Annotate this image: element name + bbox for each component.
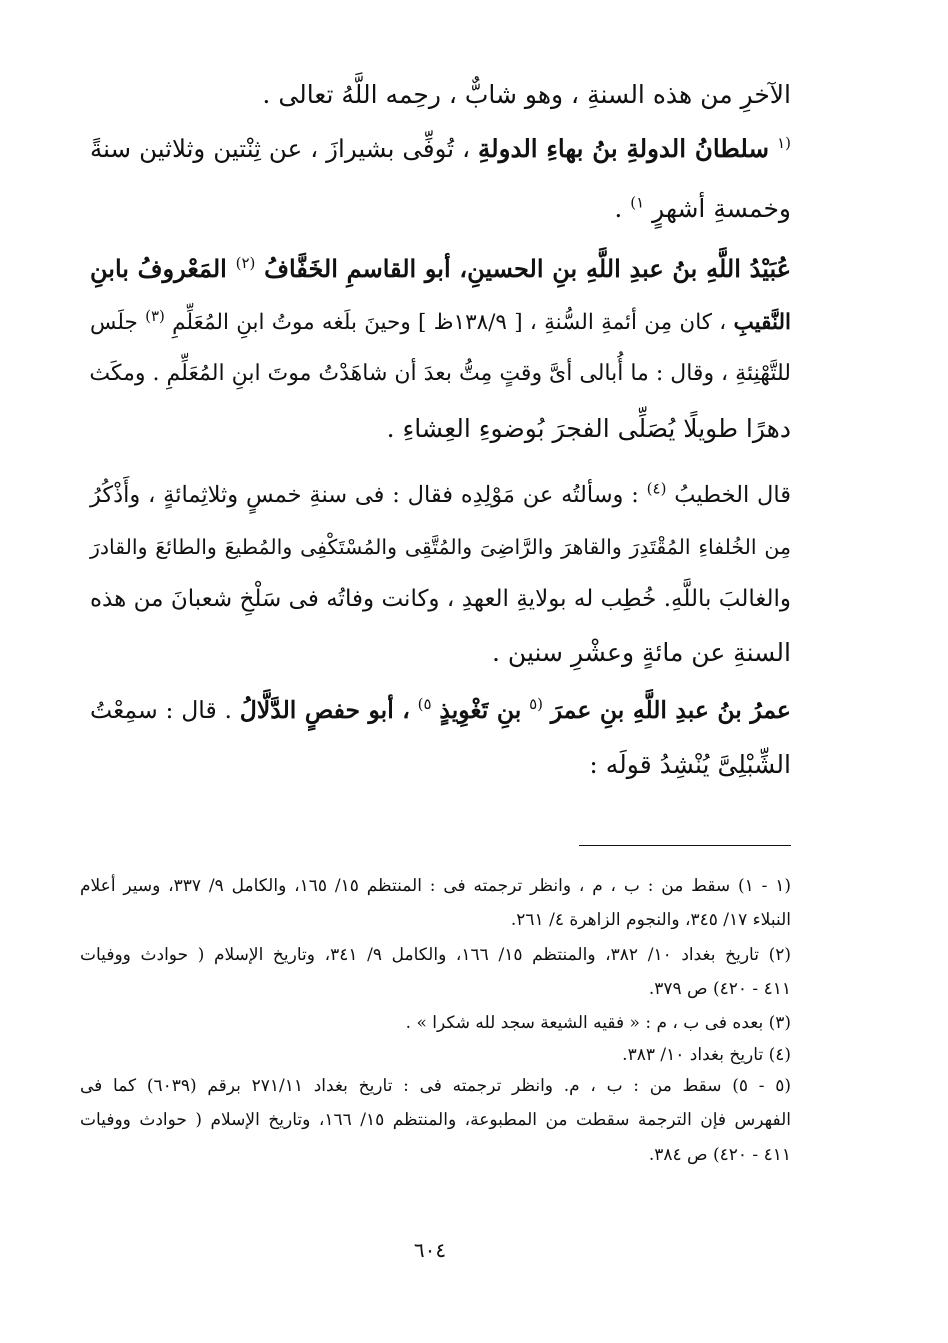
footnote-text: ٤١١ - ٤٢٠) ص ٣٧٩. bbox=[648, 979, 791, 999]
entry-name: عُبَيْدُ اللَّهِ بنُ عبدِ اللَّهِ بنِ الحسينِ، أبو القاسمِ الخَفَّافُ bbox=[264, 254, 792, 283]
entry-name: ، أبو حفصٍ الدَّلَّالُ bbox=[239, 696, 410, 724]
text-line bbox=[90, 306, 791, 340]
text-span: . قال : سمِعْتُ bbox=[90, 696, 232, 724]
footnote-marker: (٤) bbox=[646, 479, 667, 498]
footnote-line bbox=[80, 874, 791, 898]
text-span: وخمسةِ أشهرٍ bbox=[652, 194, 791, 223]
footnote-line bbox=[80, 1011, 791, 1035]
text-span: دهرًا طويلًا يُصَلِّى الفجرَ بُوضوءِ العِشاءِ . bbox=[386, 414, 791, 443]
footnote-text: (٤) تاريخ بغداد ١٠/ ٣٨٣. bbox=[622, 1045, 791, 1065]
text-span: ، تُوفِّى بشيرازَ ، عن ثِنْتين وثلاثين سنةً bbox=[90, 134, 470, 163]
text-line bbox=[90, 748, 791, 782]
text-span: مِن الخُلفاءِ المُقْتَدِرَ والقاهرَ والرَّاضِىَ والمُتَّقِى والمُسْتَكْفِى والمُطيعَ والطائعَ والقادرَ bbox=[90, 535, 791, 559]
text-line bbox=[90, 478, 791, 512]
footnote-marker: ١) bbox=[630, 193, 645, 212]
text-line bbox=[90, 636, 791, 670]
footnote-marker: ٥) bbox=[417, 695, 432, 714]
footnote-text: (٥ - ٥) سقط من : ب ، م. وانظر ترجمته فى : تاريخ بغداد ٢٧١/١١ برقم (٦٠٣٩) كما فى bbox=[80, 1076, 791, 1096]
text-line bbox=[90, 78, 791, 112]
footnote-marker: (٥ bbox=[529, 695, 543, 714]
text-span: الشِّبْلِىَّ يُنْشِدُ قولَه : bbox=[589, 750, 791, 779]
entry-name: سلطانُ الدولةِ بنُ بهاءِ الدولةِ bbox=[478, 134, 770, 163]
footnote-line bbox=[80, 1143, 791, 1167]
footnote-divider bbox=[579, 845, 791, 846]
text-line bbox=[90, 530, 791, 564]
text-span: السنةِ عن مائةٍ وعشْرِ سنين . bbox=[492, 638, 791, 667]
footnote-line bbox=[80, 1043, 791, 1067]
footnote-line bbox=[80, 943, 791, 967]
entry-name: المَعْروفُ بابنِ bbox=[90, 254, 227, 283]
footnote-marker: (٣) bbox=[145, 306, 165, 325]
text-line bbox=[90, 192, 791, 226]
footnote-marker: (٢) bbox=[235, 254, 256, 272]
entry-name: عمرُ بنُ عبدِ اللَّهِ بنِ عمرَ bbox=[550, 696, 791, 724]
text-span: . bbox=[614, 194, 623, 223]
entry-heading-line bbox=[90, 252, 791, 286]
text-span: والغالبَ باللَّهِ. خُطِب له بولايةِ العهدِ ، وكانت وفاتُه فى سَلْخِ شعبانَ من هذه bbox=[90, 586, 791, 612]
footnote-line bbox=[80, 908, 791, 932]
text-line bbox=[90, 582, 791, 616]
text-span: الآخرِ من هذه السنةِ ، وهو شابٌّ ، رحِمه اللَّهُ تعالى . bbox=[262, 80, 791, 109]
text-span: جلَس bbox=[90, 310, 138, 335]
text-line bbox=[90, 357, 791, 391]
footnote-line bbox=[80, 1074, 791, 1098]
page-number: ٦٠٤ bbox=[413, 1238, 447, 1262]
footnote-text: (٢) تاريخ بغداد ١٠/ ٣٨٢، والمنتظم ١٥/ ١٦٦، والكامل ٩/ ٣٤١، وتاريخ الإسلام ( حوادث ووفيات bbox=[80, 945, 791, 965]
footnote-line bbox=[80, 1108, 791, 1132]
footnote-text: النبلاء ١٧/ ٣٤٥، والنجوم الزاهرة ٤/ ٢٦١. bbox=[510, 910, 791, 930]
entry-heading-line bbox=[90, 132, 791, 166]
entry-heading-line bbox=[90, 693, 791, 727]
text-span: : وسألتُه عن مَوْلِدِه فقال : فى سنةِ خمسٍ وثلاثِمائةٍ ، وأَذْكُرُ bbox=[90, 482, 639, 508]
entry-name: النَّقيبِ bbox=[733, 310, 791, 335]
entry-name: بنِ تَغْوِيذٍ bbox=[439, 696, 522, 724]
footnote-text: (١ - ١) سقط من : ب ، م ، وانظر ترجمته فى : المنتظم ١٥/ ١٦٥، والكامل ٩/ ٣٣٧، وسير أعلام bbox=[80, 876, 791, 896]
footnote-marker: (١ bbox=[777, 133, 791, 152]
footnote-line bbox=[80, 977, 791, 1001]
text-span: للتَّهْنِئةِ ، وقال : ما أُبالى أىَّ وقتٍ مِتُّ بعدَ أن شاهَدْتُ موتَ ابنِ المُعَلِّمِ . ومكَث bbox=[89, 361, 791, 386]
footnote-text: الفهرس فإن الترجمة سقطت من المطبوعة، والمنتظم ١٥/ ١٦٦، وتاريخ الإسلام ( حوادث ووفيات bbox=[80, 1110, 792, 1130]
text-span: قال الخطيبُ bbox=[674, 482, 791, 508]
footnote-text: ٤١١ - ٤٢٠) ص ٣٨٤. bbox=[648, 1145, 791, 1165]
text-span: ، كان مِن أئمةِ السُّنةِ ، [ ١٣٨/٩ظ ] وحينَ بلَغه موتُ ابنِ المُعَلِّمِ bbox=[172, 310, 727, 335]
text-line bbox=[90, 412, 791, 446]
footnote-text: (٣) بعده فى ب ، م : « فقيه الشيعة سجد لله شكرا » . bbox=[405, 1013, 791, 1033]
